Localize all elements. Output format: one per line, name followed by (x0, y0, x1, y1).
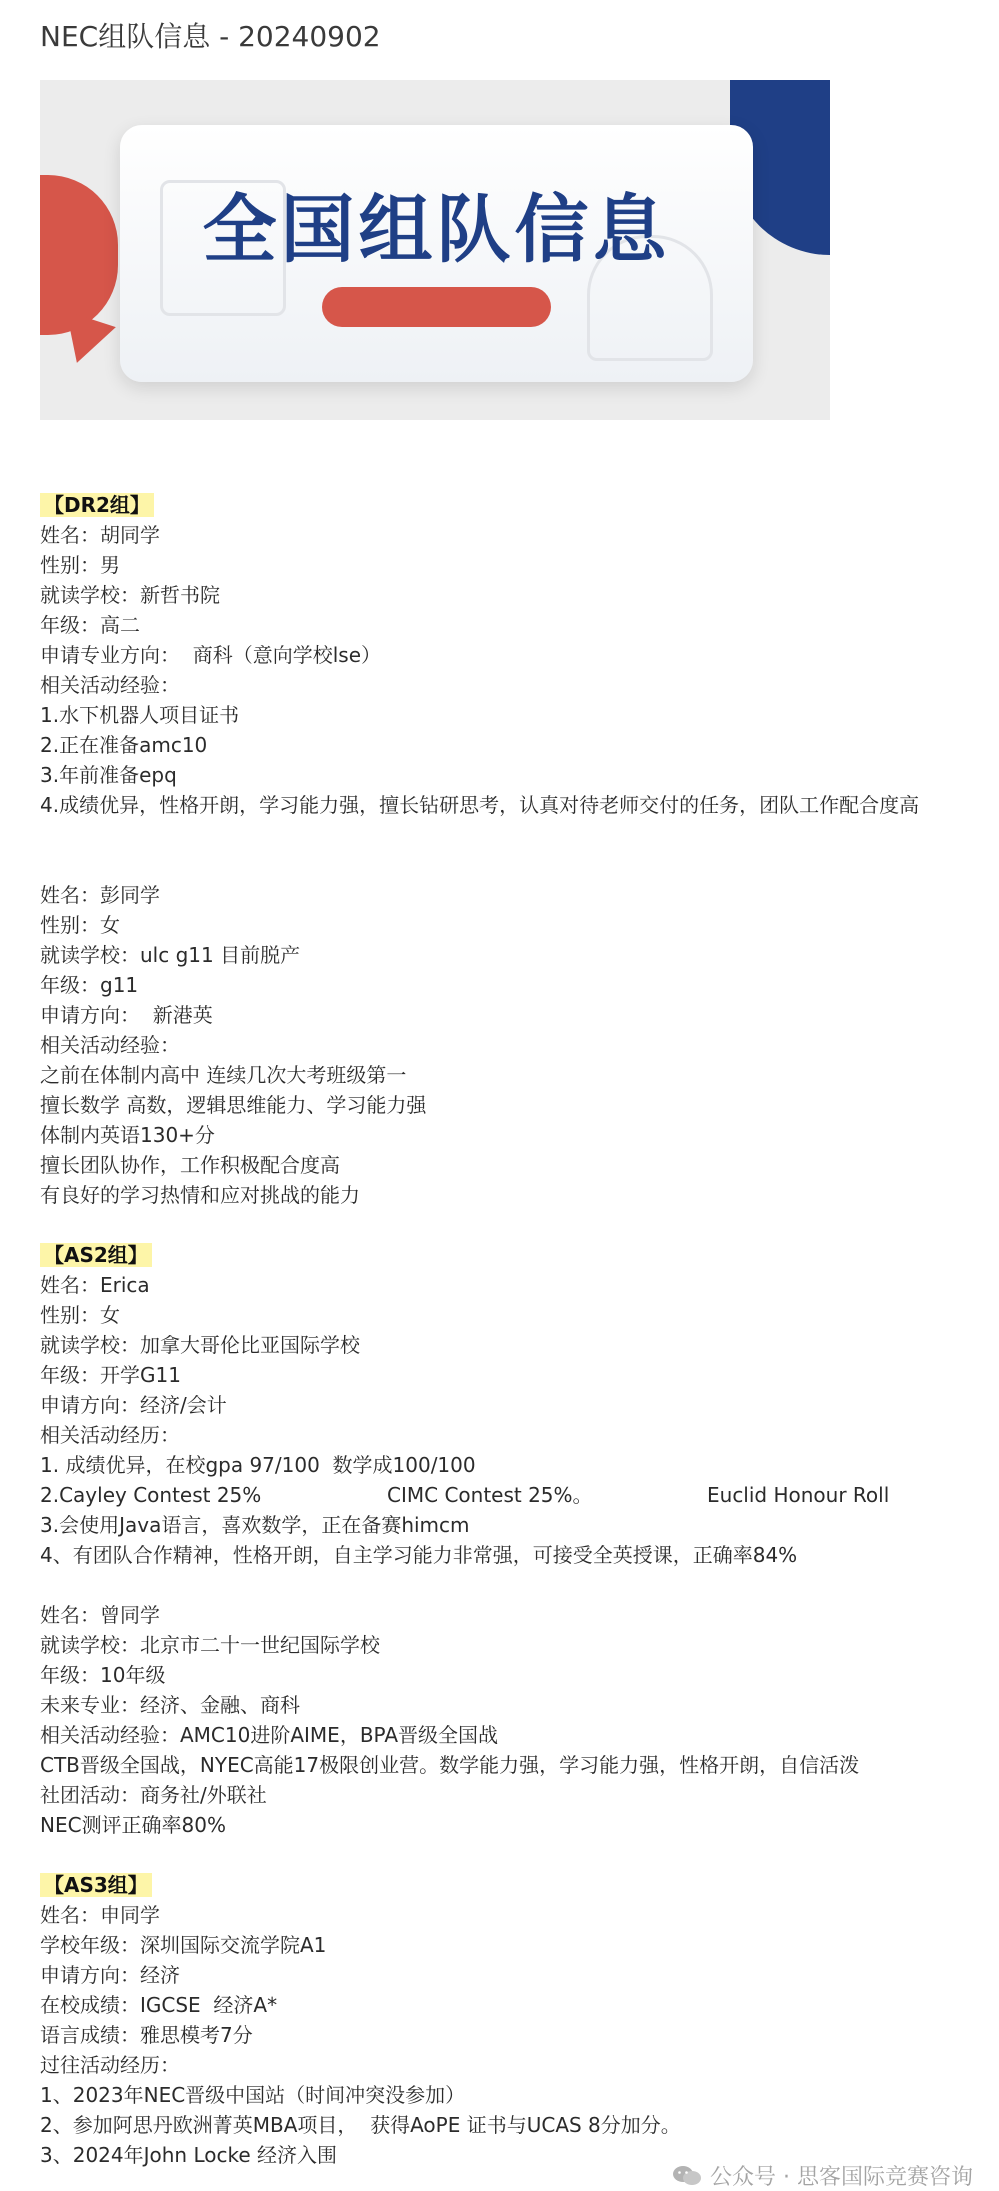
info-line (40, 1390, 227, 1420)
group-label-text: 【DR2组】 (40, 493, 154, 517)
info-line-text: CTB晋级全国战，NYEC高能17极限创业营。数学能力强，学习能力强，性格开朗，自信活泼 (40, 1753, 860, 1777)
info-line (40, 1030, 180, 1060)
info-line (40, 1450, 476, 1480)
watermark (672, 2160, 973, 2191)
page-title: NEC组队信息 - 20240902 (40, 20, 381, 53)
info-line-text: 性别：男 (40, 553, 120, 577)
info-line-text: 就读学校：加拿大哥伦比亚国际学校 (40, 1333, 360, 1357)
info-line (40, 1780, 267, 1810)
info-line (40, 700, 239, 730)
group-label (40, 490, 154, 520)
info-line (40, 1000, 213, 1030)
info-line (40, 1090, 426, 1120)
info-line-text: 4、有团队合作精神，性格开朗，自主学习能力非常强，可接受全英授课，正确率84% (40, 1543, 798, 1567)
info-line-text: 性别：女 (40, 1303, 120, 1327)
info-line-text: 体制内英语130+分 (40, 1123, 215, 1147)
red-speech-bubble (40, 175, 118, 335)
info-line (40, 790, 919, 820)
info-line (40, 880, 160, 910)
info-line-column: CIMC Contest 25%。 (387, 1483, 593, 1507)
info-line-text: 1、2023年NEC晋级中国站（时间冲突没参加） (40, 2083, 466, 2107)
info-line (40, 1540, 797, 1570)
info-line-text: 年级：开学G11 (40, 1363, 181, 1387)
info-line (40, 1720, 498, 1750)
info-line-text: 学校年级：深圳国际交流学院A1 (40, 1933, 327, 1957)
info-line (40, 1120, 215, 1150)
info-line (40, 1600, 160, 1630)
info-line-text: 相关活动经验： (40, 1033, 180, 1057)
info-line-text: 2、参加阿思丹欧洲菁英MBA项目， 获得AoPE 证书与UCAS 8分加分。 (40, 2113, 681, 2137)
info-line (40, 1420, 180, 1450)
info-line-text: 有良好的学习热情和应对挑战的能力 (40, 1183, 360, 1207)
banner-red-bar (322, 287, 551, 327)
info-line (40, 1060, 406, 1090)
info-line (40, 1150, 340, 1180)
info-line-text: 相关活动经验： (40, 673, 180, 697)
info-line-text: 姓名：曾同学 (40, 1603, 160, 1627)
info-line-text: 年级：10年级 (40, 1663, 166, 1687)
info-line (40, 1180, 360, 1210)
info-line (40, 2050, 180, 2080)
info-line (40, 760, 177, 790)
info-line-text: 社团活动：商务社/外联社 (40, 1783, 267, 1807)
info-line (40, 1960, 180, 1990)
info-line-text: 性别：女 (40, 913, 120, 937)
info-line (40, 2110, 681, 2140)
info-line (40, 1750, 859, 1780)
info-line (40, 640, 381, 670)
info-line (40, 610, 140, 640)
info-line-text: 姓名：申同学 (40, 1903, 160, 1927)
info-line-text: 就读学校：ulc g11 目前脱产 (40, 943, 301, 967)
info-line (40, 1990, 277, 2020)
info-line-text: 申请方向：经济/会计 (40, 1393, 227, 1417)
info-line (40, 2020, 253, 2050)
info-line (40, 730, 207, 760)
info-line-text: 3.年前准备epq (40, 763, 177, 787)
info-line-text: 1.水下机器人项目证书 (40, 703, 240, 727)
group-label-text: 【AS2组】 (40, 1243, 152, 1267)
info-line (40, 580, 220, 610)
info-line-text: 姓名：彭同学 (40, 883, 160, 907)
info-line-text: 3、2024年John Locke 经济入围 (40, 2143, 338, 2167)
info-line-text: 之前在体制内高中 连续几次大考班级第一 (40, 1063, 407, 1087)
info-line-text: 1. 成绩优异，在校gpa 97/100 数学成100/100 (40, 1453, 476, 1477)
info-line (40, 1630, 380, 1660)
info-line-text: 就读学校：北京市二十一世纪国际学校 (40, 1633, 380, 1657)
info-line-text: NEC测评正确率80% (40, 1813, 227, 1837)
info-line (40, 1810, 226, 1840)
wechat-icon (672, 2165, 702, 2187)
info-line-text: 申请方向： 新港英 (40, 1003, 213, 1027)
info-line-text: 姓名：Erica (40, 1273, 150, 1297)
info-line (40, 1510, 470, 1540)
info-line-text: 擅长数学 高数，逻辑思维能力、学习能力强 (40, 1093, 427, 1117)
info-line-text: 2.Cayley Contest 25% (40, 1483, 262, 1507)
banner-card (120, 125, 753, 382)
info-line (40, 1930, 326, 1960)
group-label (40, 1240, 152, 1270)
info-line-text: 语言成绩：雅思模考7分 (40, 2023, 253, 2047)
info-line-text: 在校成绩：IGCSE 经济A* (40, 1993, 278, 2017)
info-line-text: 相关活动经历： (40, 1423, 180, 1447)
info-line-text: 过往活动经历： (40, 2053, 180, 2077)
info-line (40, 940, 300, 970)
info-line (40, 1360, 181, 1390)
banner-heading: 全国组队信息 (202, 187, 671, 273)
group-label-text: 【AS3组】 (40, 1873, 152, 1897)
info-line (40, 1690, 300, 1720)
group-label (40, 1870, 152, 1900)
info-line (40, 1300, 120, 1330)
info-line (40, 910, 120, 940)
info-line-column: Euclid Honour Roll (707, 1483, 890, 1507)
info-line-text: 相关活动经验：AMC10进阶AIME，BPA晋级全国战 (40, 1723, 499, 1747)
info-line-text: 就读学校：新哲书院 (40, 583, 220, 607)
info-line (40, 1660, 165, 1690)
info-line (40, 1270, 150, 1300)
info-line-text: 申请专业方向： 商科（意向学校lse） (40, 643, 381, 667)
info-line (40, 1900, 160, 1930)
info-line (40, 1330, 360, 1360)
info-line-text: 4.成绩优异，性格开朗，学习能力强，擅长钻研思考，认真对待老师交付的任务，团队工作配合度高 (40, 793, 920, 817)
info-line-text: 年级：g11 (40, 973, 139, 997)
info-line-text: 擅长团队协作，工作积极配合度高 (40, 1153, 340, 1177)
info-line-text: 姓名：胡同学 (40, 523, 160, 547)
info-line (40, 550, 120, 580)
info-line-text: 2.正在准备amc10 (40, 733, 208, 757)
info-line-text: 年级：高二 (40, 613, 140, 637)
watermark-text: 公众号 · 思客国际竞赛咨询 (710, 2165, 973, 2190)
info-line (40, 520, 160, 550)
info-line (40, 2140, 337, 2170)
info-line (40, 970, 138, 1000)
info-line (40, 1480, 890, 1510)
banner-image (40, 80, 830, 420)
info-line (40, 670, 180, 700)
info-line-text: 3.会使用Java语言，喜欢数学，正在备赛himcm (40, 1513, 470, 1537)
info-line-text: 申请方向：经济 (40, 1963, 180, 1987)
info-line (40, 2080, 465, 2110)
info-line-text: 未来专业：经济、金融、商科 (40, 1693, 300, 1717)
